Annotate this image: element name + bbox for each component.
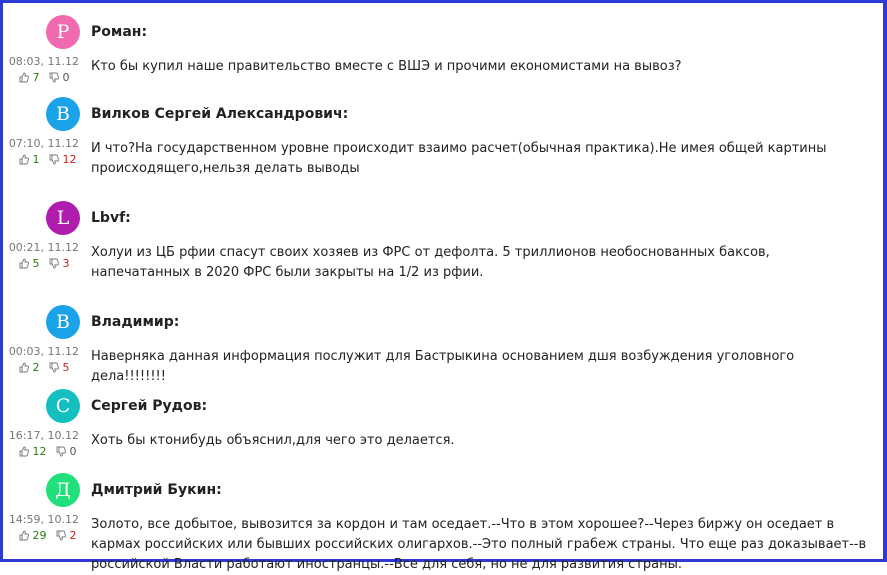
comment-text: Золото, все добытое, вывозится за кордон и там оседает.--Что в этом хорошее?--Через биржу он оседает в кармах российских или бывших российских олигархов.--Это полный грабеж страны. Что еще раз доказывает--в российской Власти работают иностранцы.--Все для себя, но не для развития страны.: [91, 517, 867, 572]
comment-text: Кто бы купил наше правительство вместе с ВШЭ и прочими економистами на вывоз?: [91, 59, 682, 74]
comment-author[interactable]: Владимир:: [91, 314, 180, 330]
avatar[interactable]: С: [46, 389, 80, 423]
comment-time: 00:03, 11.12: [8, 345, 79, 358]
upvote-count: 1: [32, 153, 40, 166]
comment-author[interactable]: Дмитрий Букин:: [91, 482, 222, 498]
avatar[interactable]: В: [46, 97, 80, 131]
downvote-count: 5: [62, 361, 70, 374]
downvote-button[interactable]: [56, 529, 77, 542]
thumb-down-icon: [56, 530, 66, 541]
upvote-count: 7: [32, 71, 40, 84]
thumb-up-icon: [19, 72, 29, 83]
comment-author[interactable]: Сергей Рудов:: [91, 398, 208, 414]
downvote-button[interactable]: [49, 361, 70, 374]
avatar[interactable]: L: [46, 201, 80, 235]
avatar[interactable]: В: [46, 305, 80, 339]
thumb-down-icon: [49, 72, 59, 83]
comment-author[interactable]: Роман:: [91, 24, 148, 40]
thumb-up-icon: [19, 530, 29, 541]
upvote-count: 2: [32, 361, 40, 374]
vote-controls: [19, 445, 79, 458]
upvote-button[interactable]: [19, 153, 40, 166]
upvote-count: 5: [32, 257, 40, 270]
comment-time: 08:03, 11.12: [8, 55, 79, 68]
comment-text: Наверняка данная информация послужит для Бастрыкина основанием дшя возбуждения уголовного дела!!!!!!!!: [91, 349, 795, 384]
thumb-down-icon: [56, 446, 66, 457]
downvote-count: 12: [62, 153, 77, 166]
thumb-up-icon: [19, 446, 29, 457]
vote-controls: [19, 529, 79, 542]
downvote-count: 3: [62, 257, 70, 270]
thumb-down-icon: [49, 258, 59, 269]
comment-author[interactable]: Lbvf:: [91, 210, 131, 226]
comment-time: 14:59, 10.12: [8, 513, 79, 526]
thumb-up-icon: [19, 362, 29, 373]
comment-text: Хоть бы ктонибудь объяснил,для чего это делается.: [91, 433, 455, 448]
upvote-count: 12: [32, 445, 47, 458]
vote-controls: [19, 361, 79, 374]
thumb-down-icon: [49, 362, 59, 373]
thumb-up-icon: [19, 258, 29, 269]
downvote-button[interactable]: [49, 71, 70, 84]
avatar[interactable]: Д: [46, 473, 80, 507]
comment-time: 00:21, 11.12: [8, 241, 79, 254]
upvote-count: 29: [32, 529, 47, 542]
vote-controls: [19, 257, 79, 270]
thumb-up-icon: [19, 154, 29, 165]
comment-time: 16:17, 10.12: [8, 429, 79, 442]
downvote-button[interactable]: [56, 445, 77, 458]
vote-controls: [19, 71, 79, 84]
upvote-button[interactable]: [19, 257, 40, 270]
comment-author[interactable]: Вилков Сергей Александрович:: [91, 106, 349, 122]
upvote-button[interactable]: [19, 71, 40, 84]
upvote-button[interactable]: [19, 529, 47, 542]
upvote-button[interactable]: [19, 445, 47, 458]
vote-controls: [19, 153, 79, 166]
downvote-count: 2: [69, 529, 77, 542]
downvote-count: 0: [69, 445, 77, 458]
downvote-count: 0: [62, 71, 70, 84]
comment-time: 07:10, 11.12: [8, 137, 79, 150]
downvote-button[interactable]: [49, 257, 70, 270]
comment-text: Холуи из ЦБ рфии спасут своих хозяев из ФРС от дефолта. 5 триллионов необоснованных баксов, напечатанных в 2020 ФРС были закрыты на 1/2 из рфии.: [91, 245, 770, 280]
thumb-down-icon: [49, 154, 59, 165]
downvote-button[interactable]: [49, 153, 77, 166]
avatar[interactable]: Р: [46, 15, 80, 49]
upvote-button[interactable]: [19, 361, 40, 374]
comment-text: И что?На государственном уровне происходит взаимо расчет(обычная практика).Не имея общей картины происходящего,нельзя делать выводы: [91, 141, 827, 176]
